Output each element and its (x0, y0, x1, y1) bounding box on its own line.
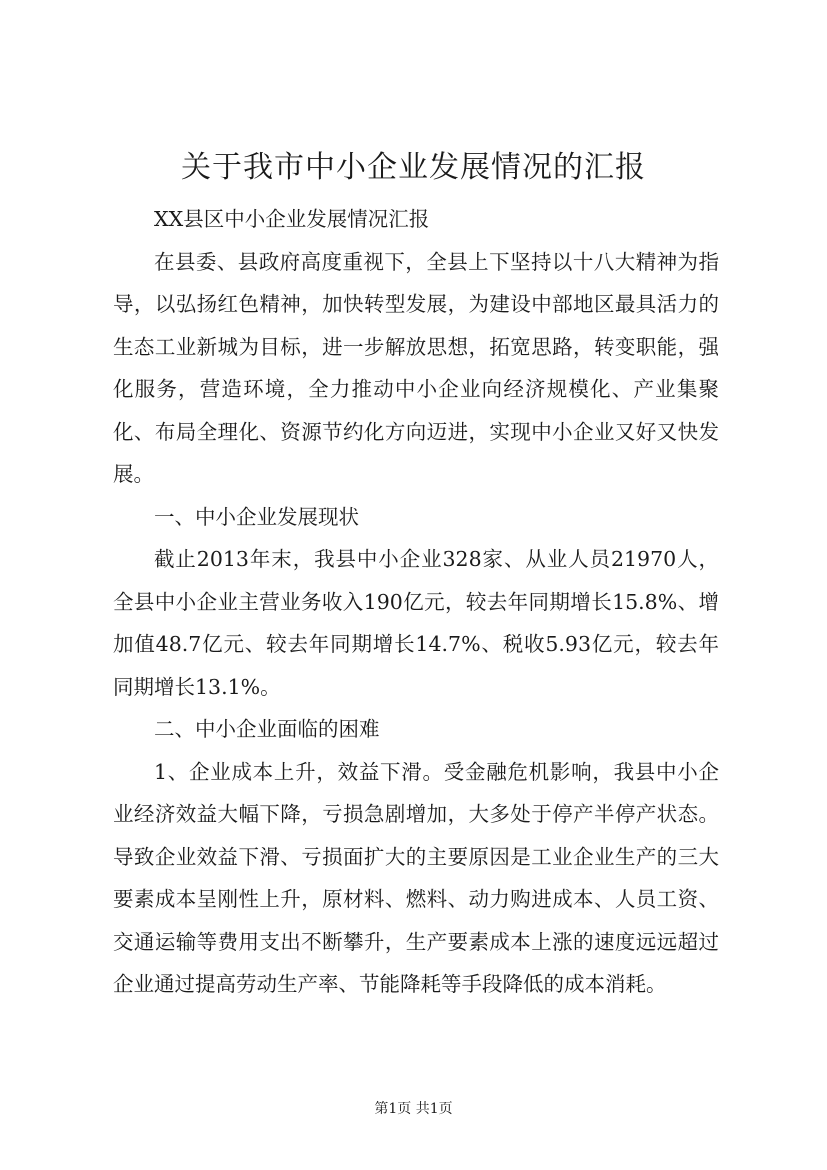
intro-paragraph: 在县委、县政府高度重视下，全县上下坚持以十八大精神为指导，以弘扬红色精神，加快转型发展，为建设中部地区最具活力的生态工业新城为目标，进一步解放思想，拓宽思路，转变职能，强化服务，营造环境，全力推动中小企业向经济规模化、产业集聚化、布局全理化、资源节约化方向迈进，实现中小企业又好又快发展。 (113, 249, 719, 486)
section-heading-status: 一、中小企业发展现状 (154, 504, 359, 529)
document-title: 关于我市中小企业发展情况的汇报 (181, 150, 646, 185)
difficulty-paragraph-1: 1、企业成本上升，效益下滑。受金融危机影响，我县中小企业经济效益大幅下降，亏损急剧增加，大多处于停产半停产状态。导致企业效益下滑、亏损面扩大的主要原因是工业企业生产的三大要素成本呈刚性上升，原材料、燃料、动力购进成本、人员工资、交通运输等费用支出不断攀升，生产要素成本上涨的速度远远超过企业通过提高劳动生产率、节能降耗等手段降低的成本消耗。 (113, 759, 719, 996)
section-heading-difficulties: 二、中小企业面临的困难 (154, 717, 380, 741)
subtitle-paragraph: XX县区中小企业发展情况汇报 (154, 207, 430, 231)
document-body (113, 198, 719, 1006)
page-footer: 第1页 共1页 (374, 1101, 453, 1117)
status-paragraph: 截止2013年末，我县中小企业328家、从业人员21970人，全县中小企业主营业务收入190亿元，较去年同期增长15.8%、增加值48.7亿元、较去年同期增长14.7%、税收5.93亿元，较去年同期增长13.1%。 (113, 547, 719, 699)
